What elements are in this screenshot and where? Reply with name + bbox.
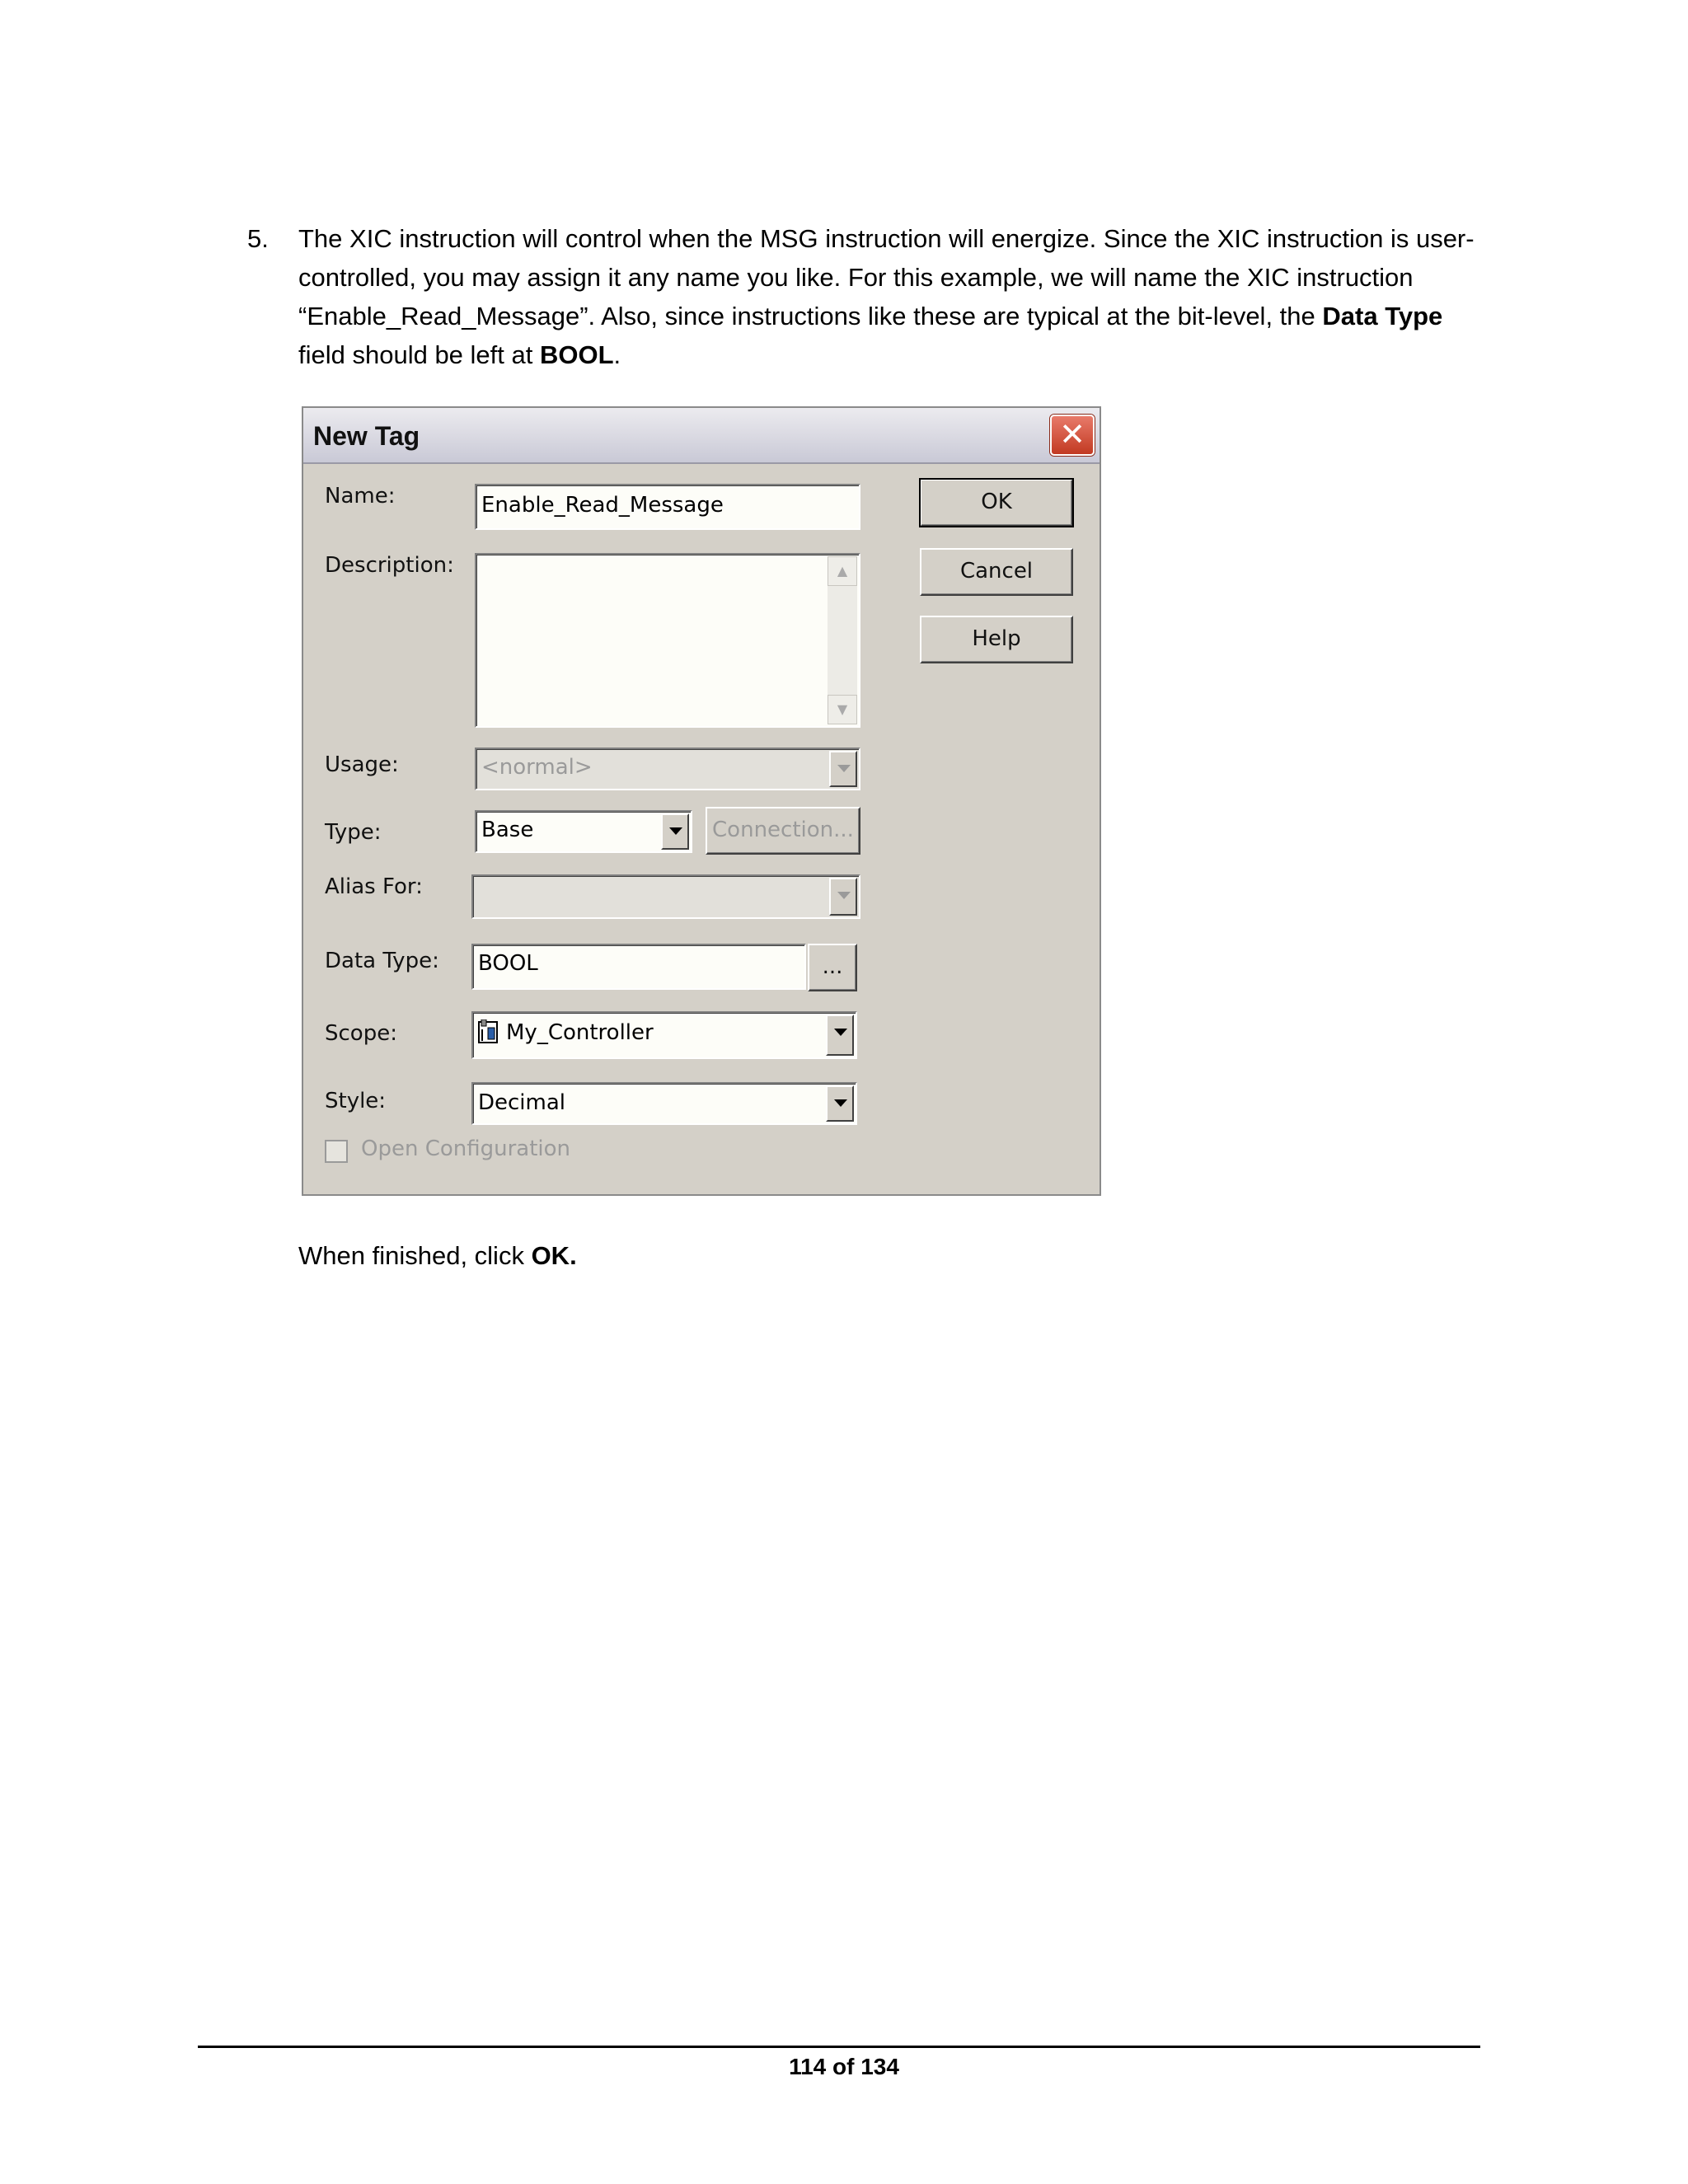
usage-chevron-down-icon <box>829 751 857 787</box>
type-value: Base <box>481 818 534 842</box>
name-label: Name: <box>325 484 396 509</box>
new-tag-dialog <box>302 406 1101 1196</box>
open-configuration-label: Open Configuration <box>361 1137 571 1161</box>
style-chevron-down-icon <box>826 1085 854 1122</box>
name-input[interactable]: Enable_Read_Message <box>475 484 860 530</box>
open-configuration-checkbox[interactable] <box>325 1140 348 1163</box>
caption <box>298 1241 577 1271</box>
step-number: 5. <box>247 224 269 253</box>
style-select[interactable] <box>471 1082 857 1125</box>
alias-for-select[interactable] <box>471 874 860 919</box>
caption-ok-bold: OK. <box>531 1241 577 1270</box>
scope-select[interactable] <box>471 1011 857 1059</box>
caption-text: When finished, click <box>298 1241 532 1270</box>
close-button[interactable] <box>1050 415 1095 456</box>
data-type-input[interactable]: BOOL <box>471 944 806 990</box>
scroll-up-icon[interactable]: ▲ <box>828 556 857 586</box>
type-label: Type: <box>325 820 382 845</box>
dialog-titlebar[interactable] <box>303 408 1100 464</box>
data-type-bold: Data Type <box>1322 302 1443 330</box>
usage-select[interactable] <box>475 748 860 790</box>
page-number: 114 of 134 <box>789 2054 899 2079</box>
alias-for-label: Alias For: <box>325 874 423 899</box>
controller-icon <box>478 1019 499 1044</box>
ok-button[interactable]: OK <box>920 479 1073 527</box>
style-label: Style: <box>325 1089 387 1113</box>
scope-chevron-down-icon <box>826 1015 854 1056</box>
type-select[interactable] <box>475 810 692 853</box>
help-button[interactable]: Help <box>920 616 1073 663</box>
step-text-part-1: The XIC instruction will control when the MSG instruction will energize. Since the XIC instruction is user-controlled, you may assign it any name you like. For this example, we will name the XIC instruction “Enable_Read_Message”. Also, since instructions like these are typical at the bit-level, the <box>298 224 1475 330</box>
footer-divider <box>198 2046 1480 2048</box>
dialog-title: New Tag <box>313 421 420 451</box>
step-text <box>298 219 1485 374</box>
bool-bold: BOOL <box>539 340 614 369</box>
type-chevron-down-icon <box>661 813 689 850</box>
description-textarea[interactable] <box>475 553 860 728</box>
scope-label: Scope: <box>325 1021 397 1046</box>
style-value: Decimal <box>478 1090 566 1115</box>
scope-value: My_Controller <box>506 1020 654 1045</box>
description-label: Description: <box>325 553 454 578</box>
usage-value: <normal> <box>481 755 593 780</box>
connection-button[interactable]: Connection... <box>706 807 860 855</box>
alias-chevron-down-icon <box>829 878 857 916</box>
close-icon: ✕ <box>1059 416 1085 452</box>
step-text-part-2: field should be left at <box>298 340 540 369</box>
step-text-part-3: . <box>613 340 621 369</box>
usage-label: Usage: <box>325 752 399 777</box>
data-type-label: Data Type: <box>325 949 439 973</box>
data-type-browse-button[interactable]: ... <box>808 944 857 991</box>
description-scrollbar[interactable] <box>828 556 857 724</box>
cancel-button[interactable]: Cancel <box>920 548 1073 596</box>
scroll-down-icon[interactable]: ▼ <box>828 695 857 724</box>
